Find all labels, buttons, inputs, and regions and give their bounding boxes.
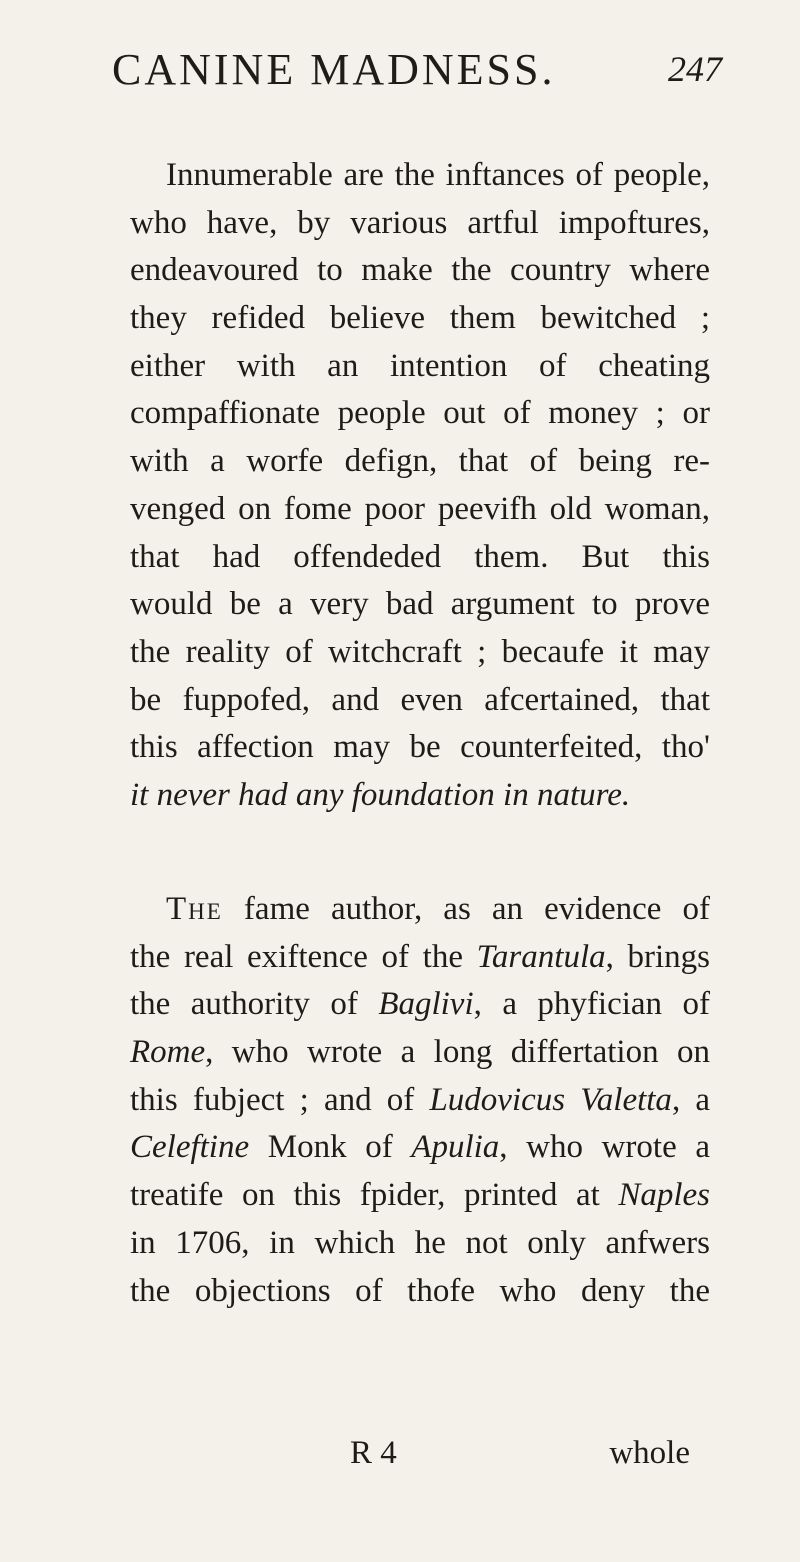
text-run: this fubject ; and of [130,1081,430,1118]
opening-word: The [166,891,223,927]
running-title: CANINE MADNESS. [112,45,556,94]
text-line: endeavoured to make the country where [130,252,710,289]
text-run: the authority of [130,986,379,1023]
paragraph-1 [130,152,710,820]
text-run: , a [671,1081,711,1118]
signature-mark: R 4 [350,1435,397,1471]
text-line: venged on fome poor peevifh old woman, [130,490,710,527]
page-footer [350,1435,690,1483]
text-line: either with an intention of cheating [130,347,710,384]
text-line: with a worfe defign, that of being re- [130,443,710,480]
text-line: compaffionate people out of money ; or [130,395,710,432]
italic-term: Baglivi [378,986,474,1023]
italic-term: Apulia [411,1129,500,1166]
text-line-italic [130,772,710,820]
text-run: , who wrote a long differtation on [205,1034,710,1071]
text-run: the real exiftence of the [130,938,477,975]
text-run: Monk of [249,1129,412,1166]
italic-term: Rome [130,1034,206,1071]
text-line: in 1706, in which he not only anfwers [130,1224,710,1261]
text-line [130,886,710,934]
text-run: , brings [605,938,710,975]
text-line: who have, by various artful impoftures, [130,204,710,241]
text-line: the reality of witchcraft ; becaufe it may [130,633,710,670]
text-line [130,1077,710,1125]
italic-term: Ludovicus Valetta [429,1081,672,1118]
text-run: treatife on this fpider, printed at [130,1177,619,1214]
text-line [130,934,710,982]
catchword: whole [609,1435,690,1471]
text-line: they refided believe them bewitched ; [130,300,710,337]
text-run: , who wrote a [499,1129,710,1166]
text-line: the objections of thofe who deny the [130,1272,710,1309]
text-line: would be a very bad argument to prove [130,586,710,623]
italic-phrase: it never had any foundation in nature. [130,776,631,813]
text-line: this affection may be counterfeited, tho' [130,729,710,766]
paragraph-2 [130,886,710,1315]
italic-term: Naples [618,1177,710,1214]
running-head [112,40,722,100]
text-line [130,1124,710,1172]
page-number: 247 [668,49,722,89]
text-line: that had offendeded them. But this [130,538,710,575]
italic-term: Celeftine [130,1129,250,1166]
text-run: fame author, as an evidence of [222,891,710,927]
text-line [130,1029,710,1077]
italic-term: Tarantula [476,938,606,975]
text-line [130,981,710,1029]
text-line [130,1172,710,1220]
text-line: Innumerable are the inftances of people, [166,157,710,193]
text-run: , a phyfician of [473,986,710,1023]
text-line: be fuppofed, and even afcertained, that [130,681,710,718]
